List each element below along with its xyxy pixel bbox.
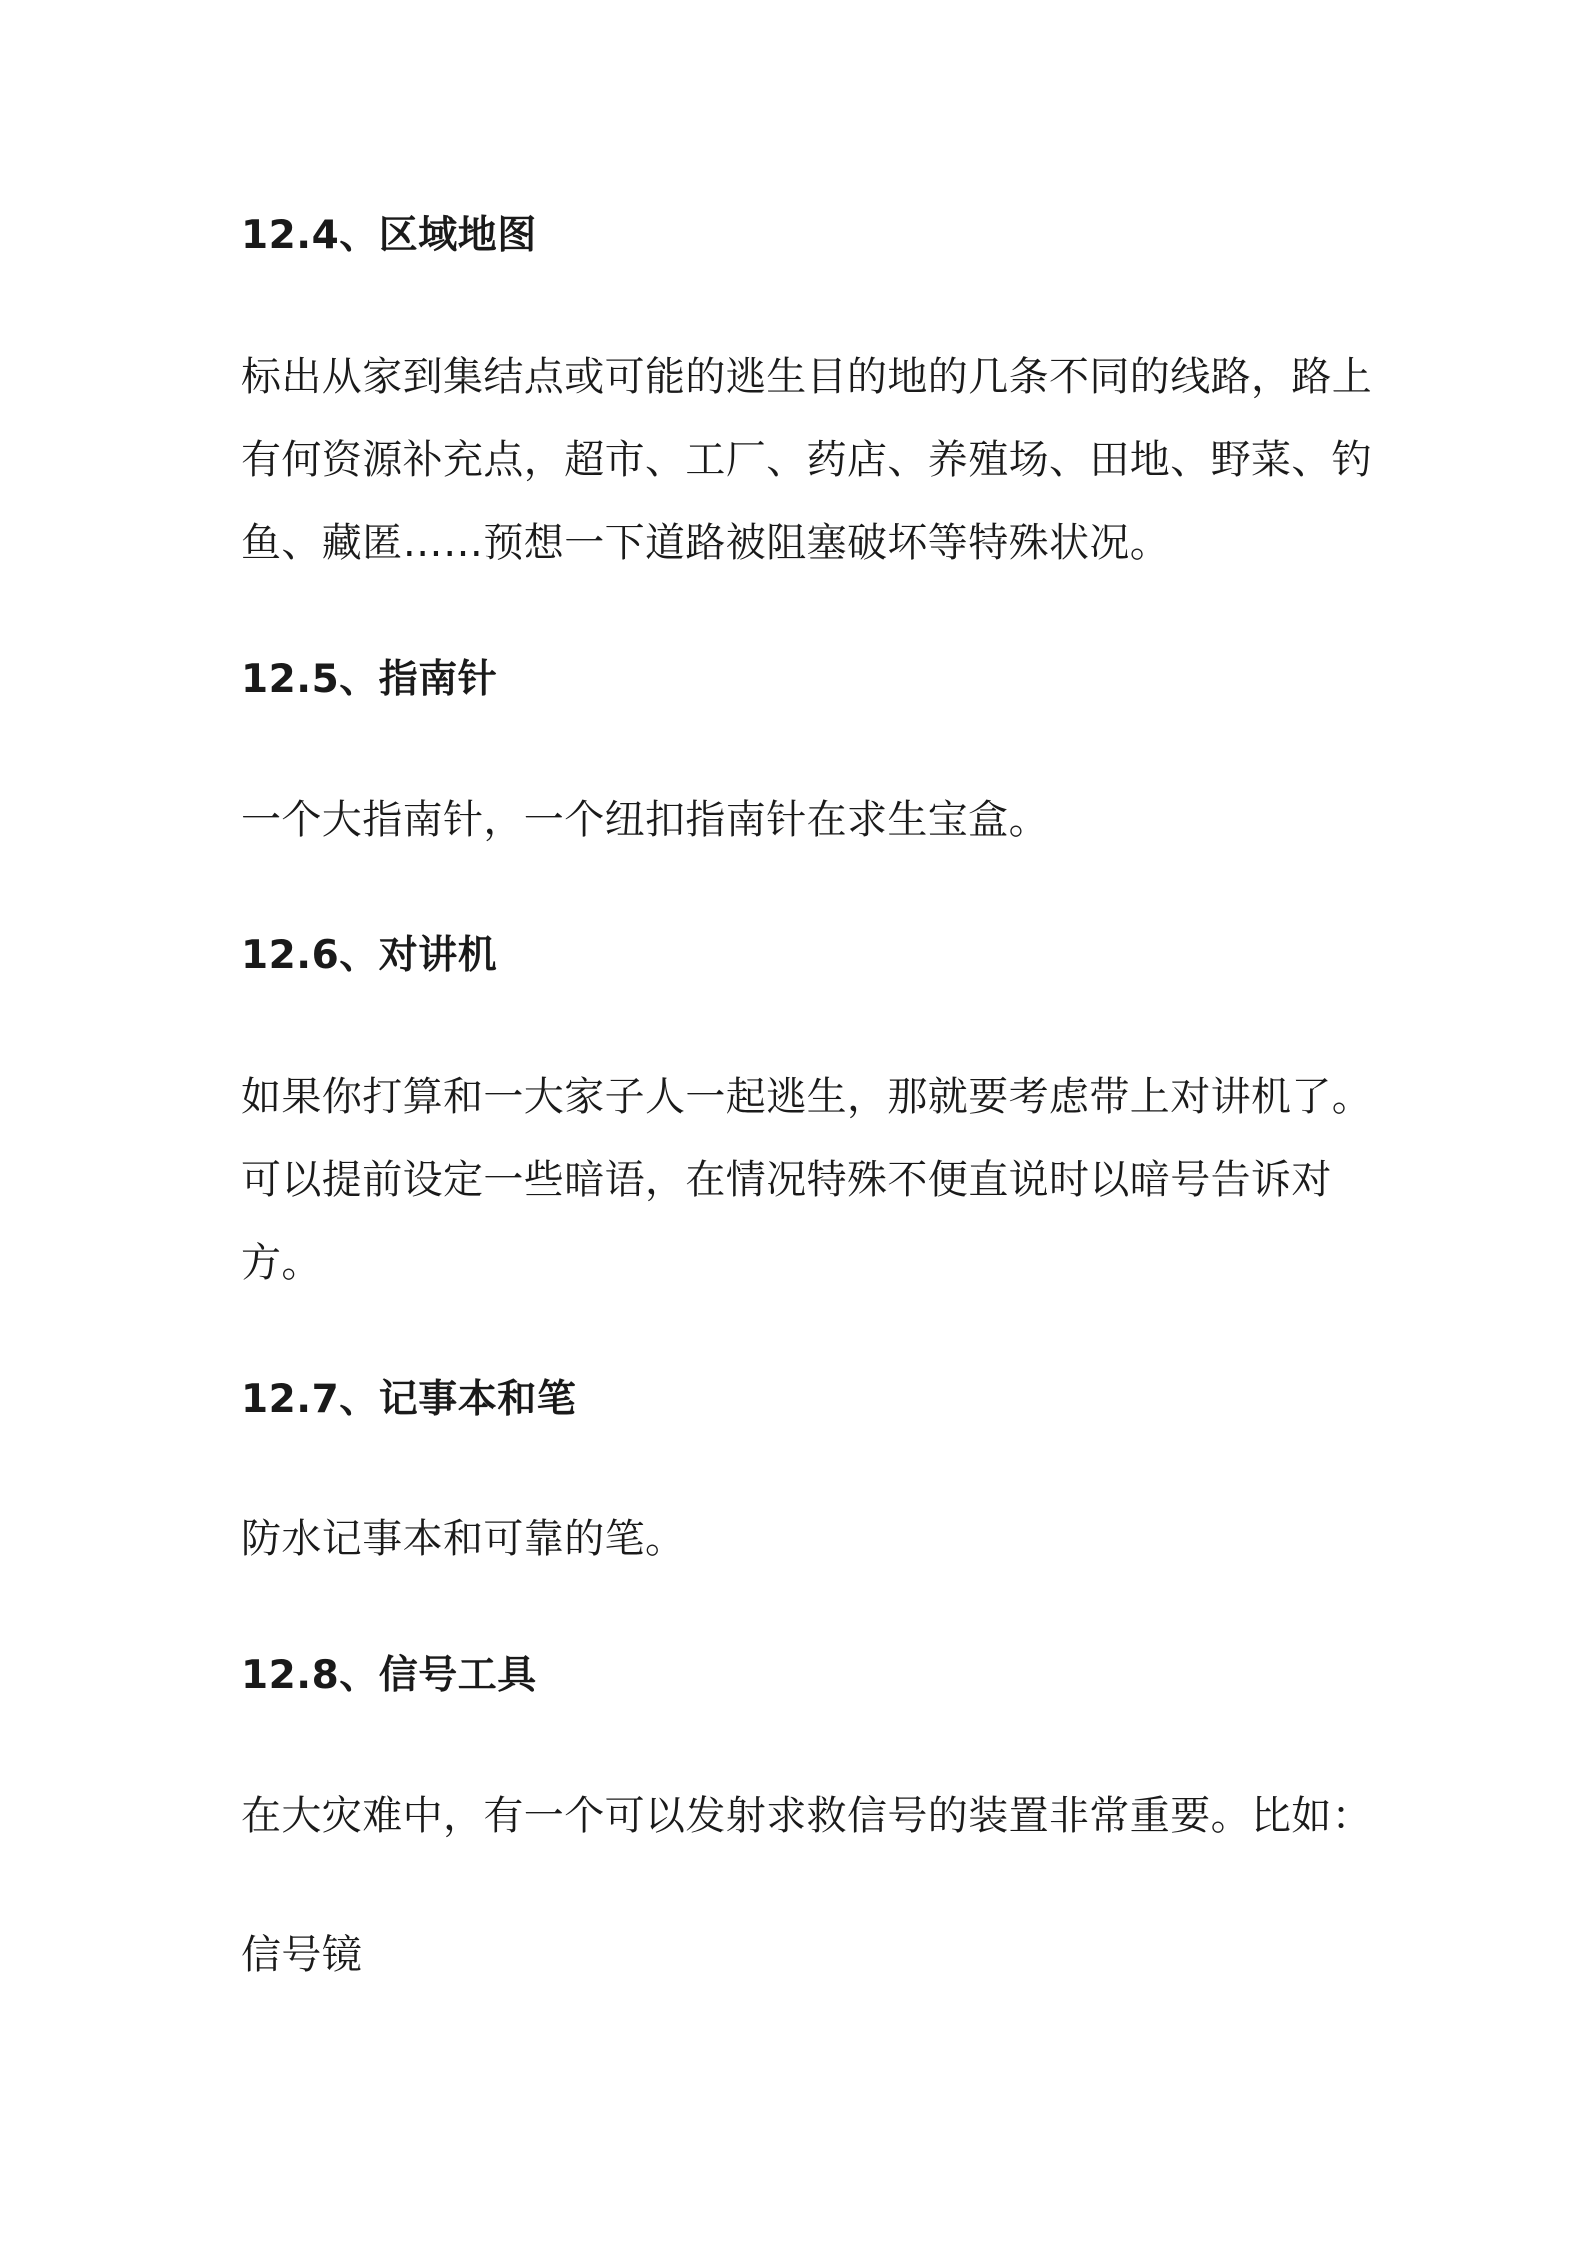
paragraph-line: 可以提前设定一些暗语，在情况特殊不便直说时以暗号告诉对	[241, 1157, 1332, 1203]
section-heading-signal-tools: 12.8、信号工具	[241, 1653, 537, 1698]
paragraph-line: 标出从家到集结点或可能的逃生目的地的几条不同的线路，路上	[241, 354, 1373, 400]
section-heading-regional-map: 12.4、区域地图	[241, 213, 537, 258]
section-heading-walkie-talkie: 12.6、对讲机	[241, 933, 498, 978]
paragraph-line: 一个大指南针，一个纽扣指南针在求生宝盒。	[241, 797, 1049, 843]
section-heading-compass: 12.5、指南针	[241, 657, 498, 702]
paragraph-line: 鱼、藏匿……预想一下道路被阻塞破坏等特殊状况。	[241, 520, 1171, 566]
paragraph-line: 信号镜	[241, 1932, 363, 1978]
paragraph-line: 在大灾难中，有一个可以发射求救信号的装置非常重要。比如：	[241, 1793, 1373, 1839]
paragraph-line: 如果你打算和一大家子人一起逃生，那就要考虑带上对讲机了。	[241, 1074, 1373, 1120]
paragraph-line: 方。	[241, 1240, 322, 1286]
paragraph-line: 有何资源补充点，超市、工厂、药店、养殖场、田地、野菜、钓	[241, 437, 1373, 483]
section-heading-notebook-and-pen: 12.7、记事本和笔	[241, 1377, 577, 1422]
paragraph-line: 防水记事本和可靠的笔。	[241, 1516, 686, 1562]
